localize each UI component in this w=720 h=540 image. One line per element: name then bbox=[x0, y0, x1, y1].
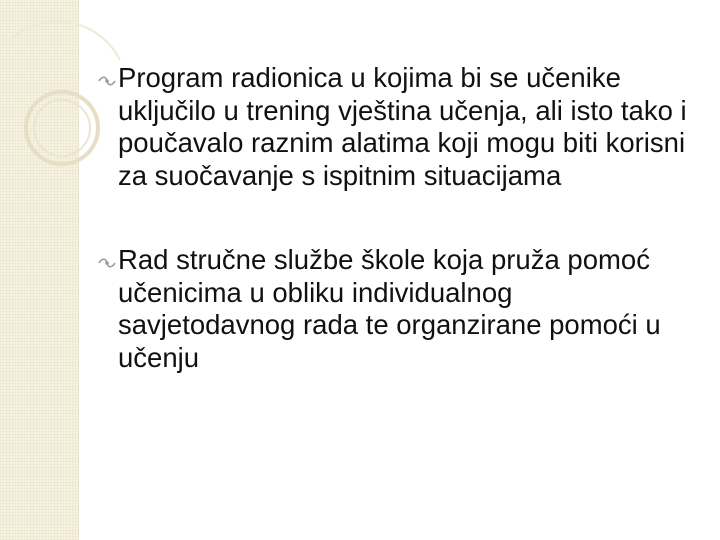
bullet-text: Program radionica u kojima bi se učenike uključilo u trening vještina učenja, ali isto tako i poučavalo raznim alatima koji mogu biti korisni za suočavanje s ispitnim situacijama bbox=[118, 62, 687, 191]
bullet-text: Rad stručne službe škole koja pruža pomoć učenicima u obliku individualnog savjetodavnog rada te organzirane pomoći u učenju bbox=[118, 244, 661, 373]
ornamental-bullet-icon bbox=[98, 256, 116, 270]
ornamental-bullet-icon bbox=[98, 74, 116, 88]
bullet-item bbox=[96, 244, 696, 374]
bullet-item bbox=[96, 62, 696, 192]
bullet-list bbox=[96, 62, 696, 374]
